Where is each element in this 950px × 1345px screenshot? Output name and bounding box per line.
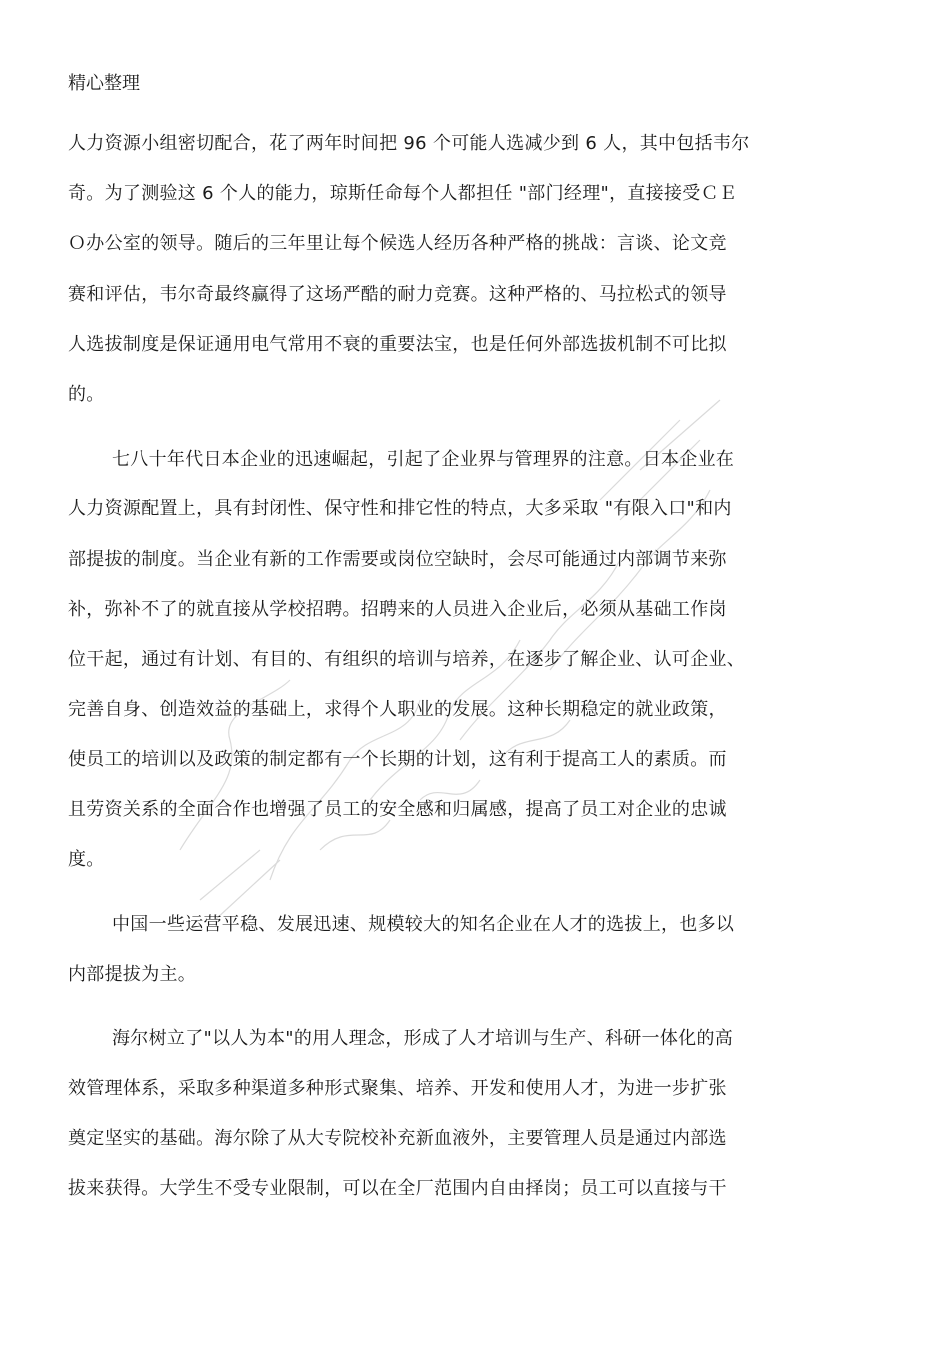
text-line: 人选拔制度是保证通用电气常用不衰的重要法宝，也是任何外部选拔机制不可比拟: [68, 334, 727, 355]
page-header: 精心整理: [68, 73, 140, 94]
text-line: Ｏ办公室的领导。随后的三年里让每个候选人经历各种严格的挑战：言谈、论文竞: [68, 233, 727, 254]
text-line: 赛和评估，韦尔奇最终赢得了这场严酷的耐力竞赛。这种严格的、马拉松式的领导: [68, 284, 727, 305]
text-line: 拔来获得。大学生不受专业限制，可以在全厂范围内自由择岗；员工可以直接与干: [68, 1178, 727, 1199]
paragraph-first-line: 中国一些运营平稳、发展迅速、规模较大的知名企业在人才的选拔上，也多以: [112, 914, 735, 935]
text-line: 补，弥补不了的就直接从学校招聘。招聘来的人员进入企业后，必须从基础工作岗: [68, 599, 727, 620]
text-line: 奇。为了测验这 6 个人的能力，琼斯任命每个人都担任 "部门经理"，直接接受ＣＥ: [68, 183, 738, 204]
text-line: 度。: [68, 849, 105, 870]
text-line: 效管理体系，采取多种渠道多种形式聚集、培养、开发和使用人才，为进一步扩张: [68, 1078, 727, 1099]
text-line: 的。: [68, 384, 105, 405]
paragraph-first-line: 海尔树立了"以人为本"的用人理念，形成了人才培训与生产、科研一体化的高: [112, 1028, 734, 1049]
text-line: 完善自身、创造效益的基础上，求得个人职业的发展。这种长期稳定的就业政策，: [68, 699, 727, 720]
text-line: 奠定坚实的基础。海尔除了从大专院校补充新血液外，主要管理人员是通过内部选: [68, 1128, 727, 1149]
text-line: 人力资源配置上，具有封闭性、保守性和排它性的特点，大多采取 "有限入口"和内: [68, 498, 732, 519]
text-line: 且劳资关系的全面合作也增强了员工的安全感和归属感，提高了员工对企业的忠诚: [68, 799, 727, 820]
text-line: 使员工的培训以及政策的制定都有一个长期的计划，这有利于提高工人的素质。而: [68, 749, 727, 770]
paragraph-first-line: 七八十年代日本企业的迅速崛起，引起了企业界与管理界的注意。日本企业在: [112, 449, 735, 470]
text-line: 位干起，通过有计划、有目的、有组织的培训与培养，在逐步了解企业、认可企业、: [68, 649, 746, 670]
text-line: 人力资源小组密切配合，花了两年时间把 96 个可能人选减少到 6 人，其中包括韦尔: [68, 133, 750, 154]
text-line: 内部提拔为主。: [68, 964, 197, 985]
text-line: 部提拔的制度。当企业有新的工作需要或岗位空缺时，会尽可能通过内部调节来弥: [68, 549, 727, 570]
